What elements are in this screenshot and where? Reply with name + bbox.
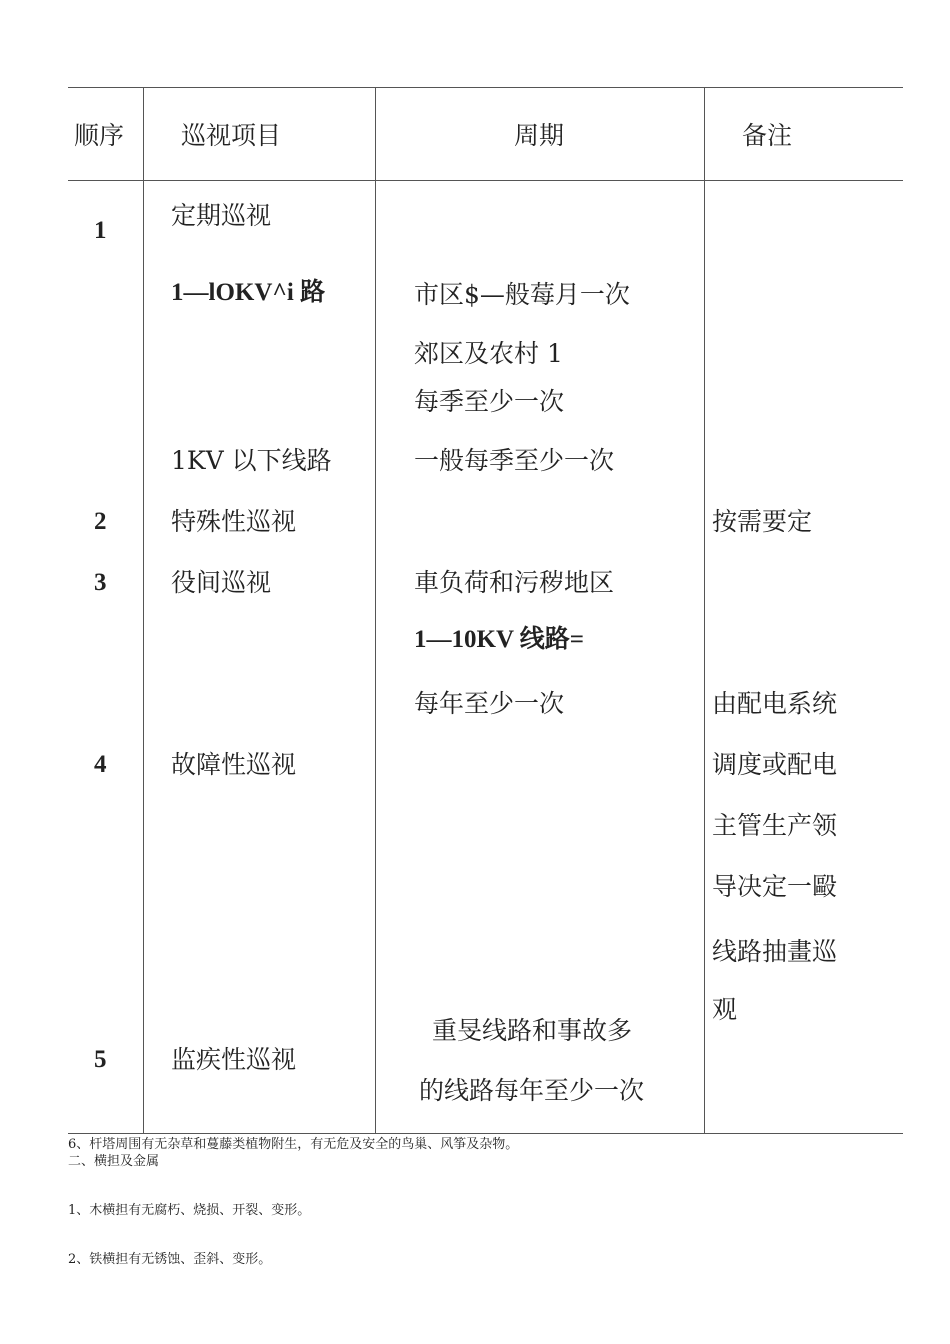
row5-period-1: 重旻线路和事故多 bbox=[432, 1016, 633, 1045]
row1-item: 定期巡视 bbox=[171, 201, 272, 230]
row4-item: 故障性巡视 bbox=[171, 750, 297, 779]
footnote-line-4: 2、铁横担有无锈蚀、歪斜、变形。 bbox=[68, 1252, 272, 1267]
footnote-line-2: 二、横担及金属 bbox=[68, 1154, 160, 1169]
row3-period-2: 1—10KV 线路= bbox=[414, 626, 585, 653]
row1-number: 1 bbox=[94, 217, 107, 244]
row1-period-3: 每季至少一次 bbox=[414, 387, 565, 416]
row1-subitem-2: 1KV 以下线路 bbox=[171, 446, 332, 475]
row1-subitem-1: 1—lOKV^i 路 bbox=[171, 279, 326, 306]
row4-note-line-3: 主管生产领 bbox=[712, 811, 838, 840]
column-divider-3 bbox=[704, 87, 705, 1133]
row4-note-line-5: 线路抽畫巡 bbox=[712, 937, 838, 966]
table-top-border bbox=[68, 87, 903, 88]
header-order: 顺序 bbox=[74, 121, 125, 150]
row5-period-2: 的线路每年至少一次 bbox=[419, 1076, 645, 1105]
header-inspection-item: 巡视项目 bbox=[181, 121, 282, 150]
row2-note: 按需要定 bbox=[712, 507, 813, 536]
row2-number: 2 bbox=[94, 508, 107, 535]
row1-period-1: 市区$—般莓月一次 bbox=[414, 280, 630, 309]
header-period: 周期 bbox=[514, 121, 565, 150]
footnote-line-1: 6、杆塔周围有无杂草和蔓藤类植物附生，有无危及安全的鸟巢、风筝及杂物。 bbox=[68, 1137, 519, 1152]
header-bottom-border bbox=[68, 180, 903, 181]
row3-number: 3 bbox=[94, 569, 107, 596]
footnote-line-3: 1、木横担有无腐朽、烧损、开裂、变形。 bbox=[68, 1203, 311, 1218]
row5-number: 5 bbox=[94, 1046, 107, 1073]
row3-period-3: 每年至少一次 bbox=[414, 689, 565, 718]
row3-item: 役间巡视 bbox=[171, 568, 272, 597]
row3-period-1: 車负荷和污秽地区 bbox=[414, 568, 615, 597]
row2-item: 特殊性巡视 bbox=[171, 507, 297, 536]
row4-note-line-4: 导决定一毆 bbox=[712, 872, 838, 901]
row1-period-4: 一般每季至少一次 bbox=[414, 446, 615, 475]
table-bottom-border bbox=[68, 1133, 903, 1134]
row4-note-line-2: 调度或配电 bbox=[712, 750, 838, 779]
row4-note-line-6: 观 bbox=[712, 995, 738, 1024]
row4-number: 4 bbox=[94, 751, 107, 778]
row4-note-line-1: 由配电系统 bbox=[712, 689, 838, 718]
column-divider-1 bbox=[143, 87, 144, 1133]
row5-item: 监疾性巡视 bbox=[171, 1045, 297, 1074]
row1-period-2: 郊区及农村 1 bbox=[414, 339, 563, 368]
column-divider-2 bbox=[375, 87, 376, 1133]
header-remark: 备注 bbox=[742, 121, 793, 150]
